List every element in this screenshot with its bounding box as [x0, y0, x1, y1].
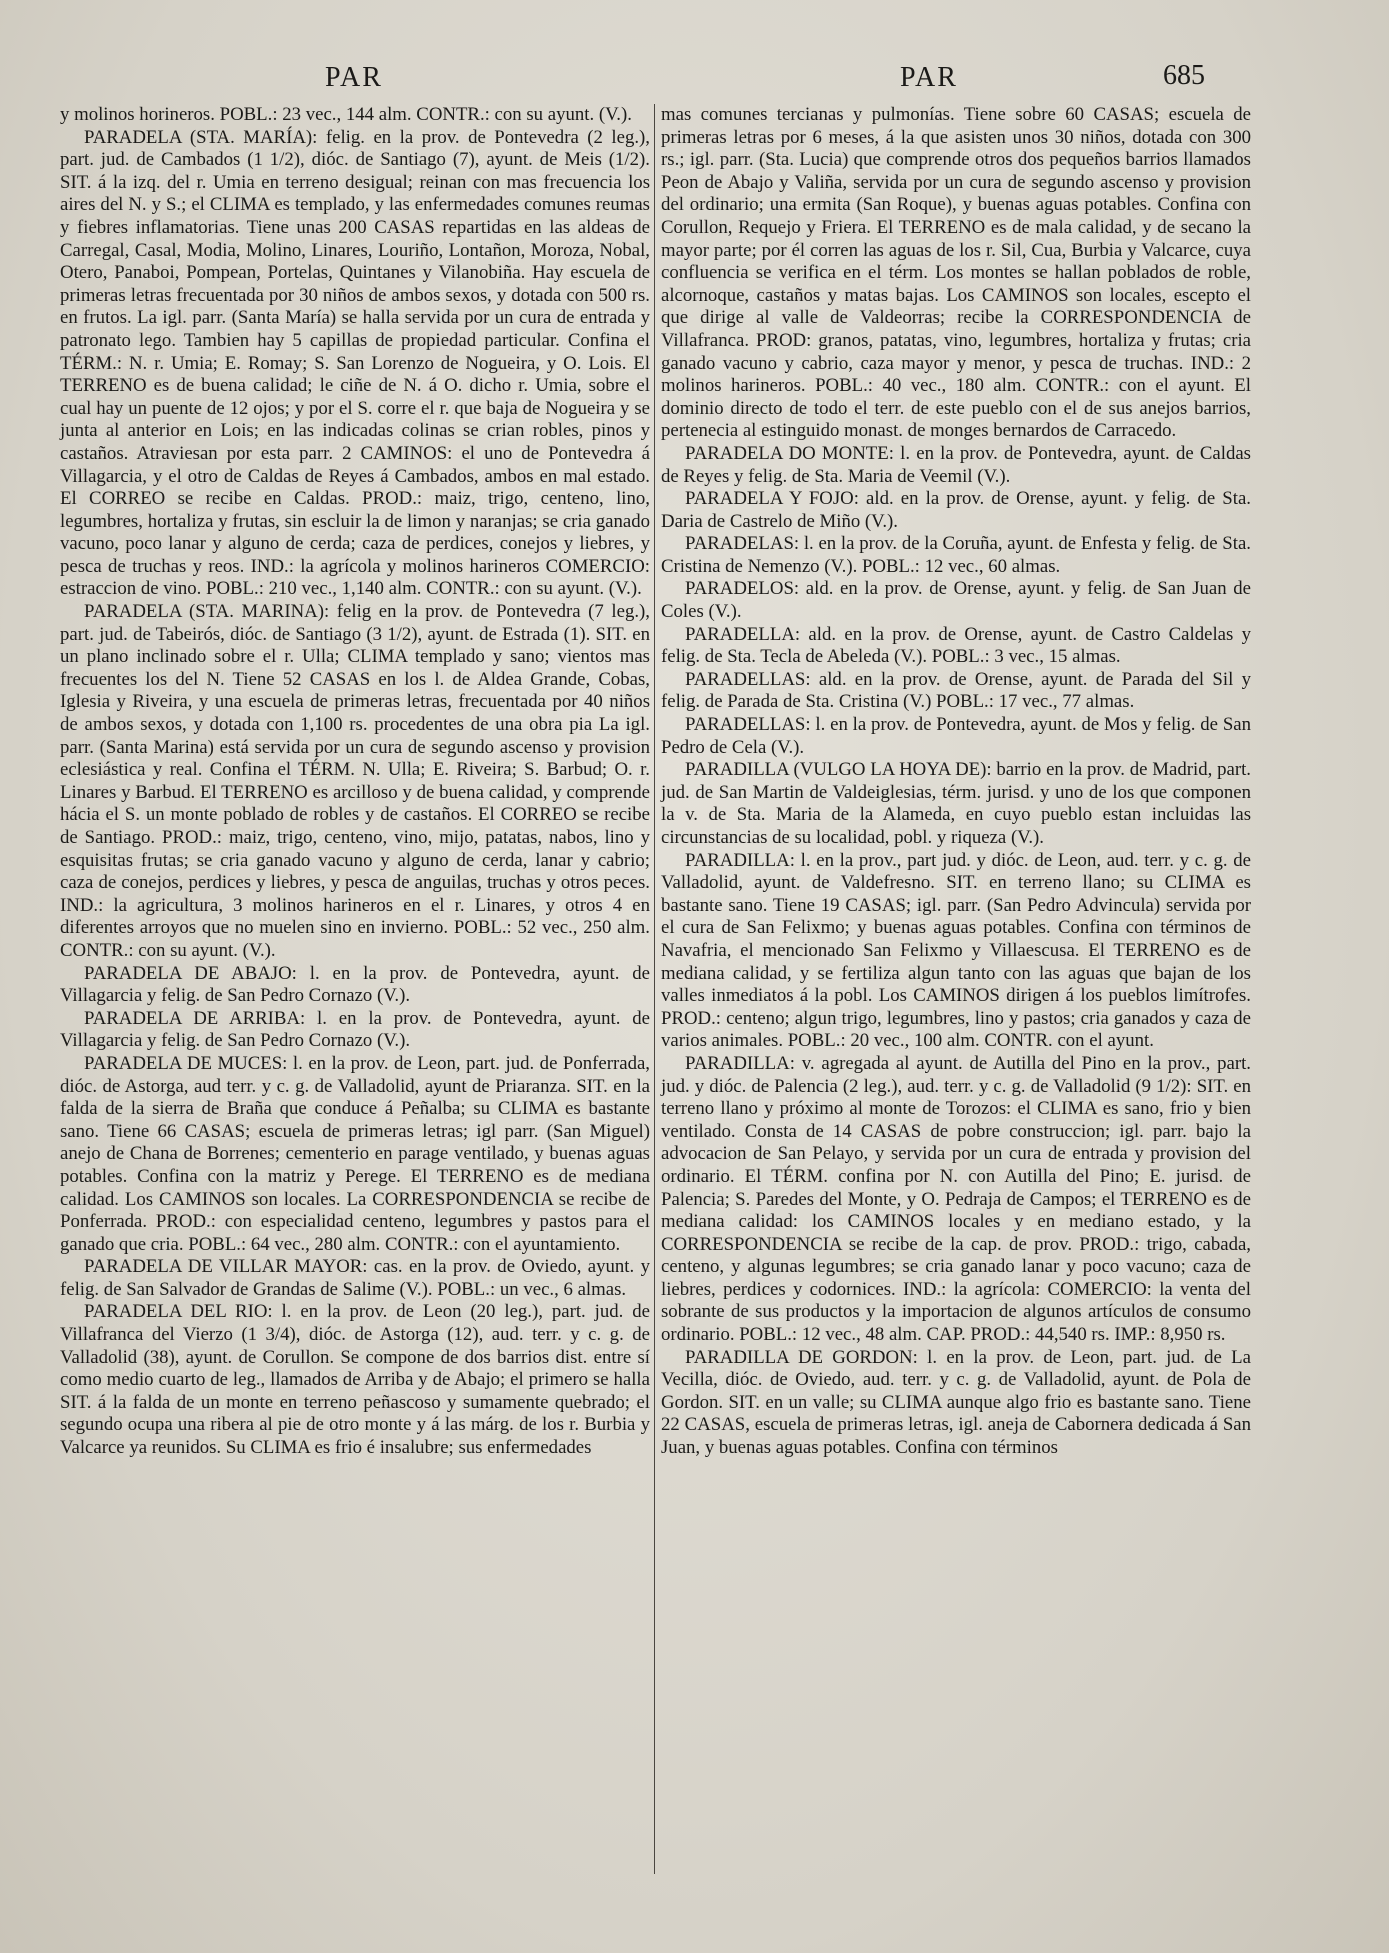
entry-paragraph: PARADILLA (VULGO LA HOYA DE): barrio en la prov. de Madrid, part. jud. de San Martin de Valdeiglesias, térm. jurisd. y uno de los que componen la v. de Sta. Maria de la Alameda, en cuyo pueblo estan incluidas las circunstancias de su localidad, pobl. y riqueza (V.).	[661, 759, 1251, 848]
entry-paragraph: PARADILLA: v. agregada al ayunt. de Autilla del Pino en la prov., part. jud. y dióc. de Palencia (2 leg.), aud. terr. y c. g. de Valladolid (9 1/2): SIT. en terreno llano y próximo al monte de Torozos: el CLIMA es sano, frio y bien ventilado. Consta de 14 CASAS de pobre construccion; igl. parr. bajo la advocacion de San Pelayo, y servida por un cura de entrada y provision del ordinario. El TÉRM. confina por N. con Autilla del Pino; E. jurisd. de Palencia; S. Paredes del Monte, y O. Pedraja de Campos; el TERRENO es de mediana calidad: los CAMINOS locales y en mediano estado, y la CORRESPONDENCIA se recibe de la cap. de prov. PROD.: trigo, cabada, centeno, y algunas legumbres; se cria ganado lanar y poco vacuno; caza de liebres, perdices y codornices. IND.: la agrícola: COMERCIO: la venta del sobrante de sus productos y la importacion de algunos artículos de consumo ordinario. POBL.: 12 vec., 48 alm. CAP. PROD.: 44,540 rs. IMP.: 8,950 rs.	[661, 1052, 1251, 1346]
entry-paragraph: PARADELA DEL RIO: l. en la prov. de Leon (20 leg.), part. jud. de Villafranca del Vierzo (1 3/4), dióc. de Astorga (12), aud. terr. y c. g. de Valladolid (38), ayunt. de Corullon. Se compone de dos barrios dist. entre sí como medio cuarto de leg., llamados de Arriba y de Abajo; el primero se halla SIT. á la falda de un monte en terreno peñascoso y sumamente quebrado; el segundo ocupa una ribera al pie de otro monte y á las márg. de los r. Burbia y Valcarce ya reunidos. Su CLIMA es frio é insalubre; sus enfermedades	[60, 1301, 650, 1459]
column-divider	[654, 104, 655, 1874]
running-head-left: PAR	[325, 62, 383, 93]
entry-paragraph: PARADELA DO MONTE: l. en la prov. de Pontevedra, ayunt. de Caldas de Reyes y felig. de Sta. Maria de Veemil (V.).	[661, 442, 1251, 487]
entry-paragraph: PARADELLAS: ald. en la prov. de Orense, ayunt. de Parada del Sil y felig. de Parada de Sta. Cristina (V.) POBL.: 17 vec., 77 almas.	[661, 668, 1251, 713]
entry-paragraph: mas comunes tercianas y pulmonías. Tiene sobre 60 CASAS; escuela de primeras letras por 6 meses, á la que asisten unos 30 niños, dotada con 300 rs.; igl. parr. (Sta. Lucia) que comprende otros dos pequeños barrios llamados Peon de Abajo y Valiña, servida por un cura de segundo ascenso y provision del ordinario; una ermita (San Roque), y buenas aguas potables. Confina con Corullon, Requejo y Friera. El TERRENO es de mala calidad, y de secano la mayor parte; por él corren las aguas de los r. Sil, Cua, Burbia y Valcarce, cuya confluencia se verifica en el térm. Los montes se hallan poblados de roble, alcornoque, castaños y matas bajas. Los CAMINOS son locales, escepto el que dirige al valle de Valdeorras; recibe la CORRESPONDENCIA de Villafranca. PROD: granos, patatas, vino, legumbres, hortaliza y frutas; cria ganado vacuno y cabrio, caza mayor y menor, y pesca de truchas. IND.: 2 molinos harineros. POBL.: 40 vec., 180 alm. CONTR.: con el ayunt. El dominio directo de todo el terr. de este pueblo con el de sus anejos barrios, pertenecia al estinguido monast. de monges bernardos de Carracedo.	[661, 104, 1251, 442]
right-column	[661, 104, 1251, 1460]
entry-paragraph: PARADELA DE ABAJO: l. en la prov. de Pontevedra, ayunt. de Villagarcia y felig. de San Pedro Cornazo (V.).	[60, 962, 650, 1007]
entry-paragraph: PARADELA DE VILLAR MAYOR: cas. en la prov. de Oviedo, ayunt. y felig. de San Salvador de Grandas de Salime (V.). POBL.: un vec., 6 almas.	[60, 1256, 650, 1300]
page-number: 685	[1163, 60, 1205, 91]
entry-paragraph: PARADELAS: l. en la prov. de la Coruña, ayunt. de Enfesta y felig. de Sta. Cristina de Nemenzo (V.). POBL.: 12 vec., 60 almas.	[661, 533, 1251, 577]
entry-paragraph: PARADELA DE MUCES: l. en la prov. de Leon, part. jud. de Ponferrada, dióc. de Astorga, aud terr. y c. g. de Valladolid, ayunt de Priaranza. SIT. en la falda de la sierra de Braña que conduce á Peñalba; su CLIMA es bastante sano. Tiene 66 CASAS; escuela de primeras letras; igl parr. (San Miguel) anejo de Chana de Borrenes; cementerio en parage ventilado, y buenas aguas potables. Confina con la matriz y Perege. El TERRENO es de mediana calidad. Los CAMINOS son locales. La CORRESPONDENCIA se recibe de Ponferrada. PROD.: con especialidad centeno, legumbres y pastos para el ganado que cria. POBL.: 64 vec., 280 alm. CONTR.: con el ayuntamiento.	[60, 1052, 650, 1255]
entry-paragraph: PARADELA Y FOJO: ald. en la prov. de Orense, ayunt. y felig. de Sta. Daria de Castrelo de Miño (V.).	[661, 488, 1251, 532]
entry-paragraph: y molinos horineros. POBL.: 23 vec., 144 alm. CONTR.: con su ayunt. (V.).	[60, 104, 632, 125]
entry-paragraph: PARADELLAS: l. en la prov. de Pontevedra, ayunt. de Mos y felig. de San Pedro de Cela (V.).	[661, 714, 1251, 758]
entry-paragraph: PARADELA (STA. MARINA): felig en la prov. de Pontevedra (7 leg.), part. jud. de Tabeirós, dióc. de Santiago (3 1/2), ayunt. de Estrada (1). SIT. en un plano inclinado sobre el r. Ulla; CLIMA templado y sano; vientos mas frecuentes los del N. Tiene 52 CASAS en los l. de Aldea Grande, Cobas, Iglesia y Riveira, y una escuela de primeras letras, frecuentada por 40 niños de ambos sexos, y dotada con 1,100 rs. procedentes de una obra pia La igl. parr. (Santa Marina) está servida por un cura de segundo ascenso y provision eclesiástica y real. Confina el TÉRM. N. Ulla; E. Riveira; S. Barbud; O. r. Linares y Barbud. El TERRENO es arcilloso y de buena calidad, y comprende hácia el S. un monte poblado de robles y de castaños. El CORREO se recibe de Santiago. PROD.: maiz, trigo, centeno, vino, mijo, patatas, nabos, lino y esquisitas frutas; se cria ganado vacuno y alguno de cerda, lanar y cabrio; caza de conejos, perdices y liebres, y pesca de anguilas, truchas y otros peces. IND.: la agricultura, 3 molinos harineros en el r. Linares, y otros 4 en diferentes arroyos que no muelen sino en invierno. POBL.: 52 vec., 250 alm. CONTR.: con su ayunt. (V.).	[60, 601, 650, 961]
entry-paragraph: PARADELOS: ald. en la prov. de Orense, ayunt. y felig. de San Juan de Coles (V.).	[661, 578, 1251, 623]
entry-paragraph: PARADELA DE ARRIBA: l. en la prov. de Pontevedra, ayunt. de Villagarcia y felig. de San Pedro Cornazo (V.).	[60, 1007, 650, 1052]
entry-paragraph: PARADELA (STA. MARÍA): felig. en la prov. de Pontevedra (2 leg.), part. jud. de Cambados (1 1/2), dióc. de Santiago (7), ayunt. de Meis (1/2). SIT. á la izq. del r. Umia en terreno desigual; reinan con mas frecuencia los aires del N. y S.; el CLIMA es templado, y las enfermedades comunes reumas y fiebres inflamatorias. Tiene unas 200 CASAS repartidas en las aldeas de Carregal, Casal, Modia, Molino, Linares, Louriño, Lontañon, Moroza, Nobal, Otero, Panaboi, Pompean, Portelas, Quintanes y Vilanobiña. Hay escuela de primeras letras frecuentada por 30 niños de ambos sexos, y dotada con 500 rs. en frutos. La igl. parr. (Santa María) se halla servida por un cura de entrada y patronato lego. Tambien hay 5 capillas de propiedad particular. Confina el TÉRM.: N. r. Umia; E. Romay; S. San Lorenzo de Nogueira, y O. Lois. El TERRENO es de buena calidad; le ciñe de N. á O. dicho r. Umia, sobre el cual hay un puente de 12 ojos; y por el S. corre el r. que baja de Nogueira y se junta al anterior en Lois; en las indicadas colinas se crian robles, pinos y castaños. Atraviesan por esta parr. 2 CAMINOS: el uno de Pontevedra á Villagarcia, y el otro de Caldas de Reyes á Cambados, ambos en mal estado. El CORREO se recibe en Caldas. PROD.: maiz, trigo, centeno, lino, legumbres, hortaliza y frutas, sin escluir la de limon y naranjas; se cria ganado vacuno, poco lanar y alguno de cerda; caza de perdices, conejos y liebres, y pesca de truchas y reos. IND.: la agrícola y molinos harineros COMERCIO: estraccion de vino. POBL.: 210 vec., 1,140 alm. CONTR.: con su ayunt. (V.).	[60, 126, 650, 600]
running-head-right: PAR	[900, 62, 958, 93]
entry-paragraph: PARADILLA: l. en la prov., part jud. y dióc. de Leon, aud. terr. y c. g. de Valladolid, ayunt. de Valdefresno. SIT. en terreno llano; su CLIMA es bastante sano. Tiene 19 CASAS; igl. parr. (San Pedro Advincula) servida por el cura de San Felixmo; y buenas aguas potables. Confina con términos de Navafria, el mencionado San Felixmo y Villaescusa. El TERRENO es de mediana calidad, y se fertiliza algun tanto con las aguas que bajan de los valles inmediatos á la pobl. Los CAMINOS dirigen á los pueblos limítrofes. PROD.: centeno; algun trigo, legumbres, lino y pastos; cria ganados y caza de varios animales. POBL.: 20 vec., 100 alm. CONTR. con el ayunt.	[661, 849, 1251, 1052]
entry-paragraph: PARADELLA: ald. en la prov. de Orense, ayunt. de Castro Caldelas y felig. de Sta. Tecla de Abeleda (V.). POBL.: 3 vec., 15 almas.	[661, 623, 1251, 668]
entry-paragraph: PARADILLA DE GORDON: l. en la prov. de Leon, part. jud. de La Vecilla, dióc. de Oviedo, aud. terr. y c. g. de Valladolid, ayunt. de Pola de Gordon. SIT. en un valle; su CLIMA aunque algo frio es bastante sano. Tiene 22 CASAS, escuela de primeras letras, igl. aneja de Cabornera dedicada á San Juan, y buenas aguas potables. Confina con términos	[661, 1346, 1251, 1459]
left-column	[60, 104, 650, 1460]
